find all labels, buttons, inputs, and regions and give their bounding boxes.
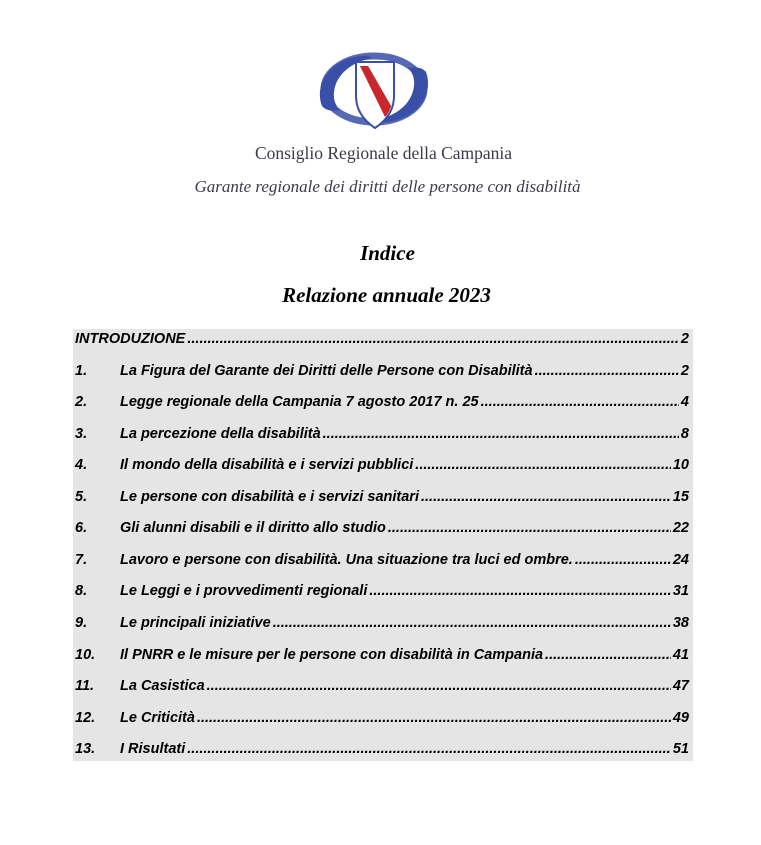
toc-entry-label: Legge regionale della Campania 7 agosto 2017 n. 25 bbox=[120, 394, 479, 410]
toc-entry-page: 10 bbox=[672, 457, 689, 473]
toc-entry[interactable] bbox=[73, 678, 693, 700]
toc-entry[interactable] bbox=[73, 426, 693, 448]
toc-entry-label: La Casistica bbox=[120, 678, 205, 694]
toc-entry-label: La Figura del Garante dei Diritti delle Persone con Disabilità bbox=[120, 363, 533, 379]
toc-entry-page: 24 bbox=[672, 552, 689, 568]
toc-leader-dots bbox=[187, 741, 671, 757]
toc-entry-page: 47 bbox=[672, 678, 689, 694]
toc-entry-page: 41 bbox=[672, 647, 689, 663]
toc-leader-dots bbox=[575, 552, 671, 568]
toc-entry-page: 15 bbox=[672, 489, 689, 505]
toc-entry[interactable] bbox=[73, 615, 693, 637]
toc-leader-dots bbox=[187, 331, 679, 347]
table-of-contents bbox=[73, 329, 693, 761]
toc-leader-dots bbox=[545, 647, 671, 663]
toc-entry-page: 31 bbox=[672, 583, 689, 599]
toc-entry-page: 4 bbox=[680, 394, 689, 410]
toc-entry-number: 7. bbox=[75, 552, 88, 568]
toc-entry-number: 5. bbox=[75, 489, 88, 505]
toc-leader-dots bbox=[415, 457, 671, 473]
toc-entry[interactable] bbox=[73, 457, 693, 479]
index-title: Indice bbox=[360, 241, 415, 265]
toc-entry-number: 2. bbox=[75, 394, 88, 410]
toc-entry-label: Il mondo della disabilità e i servizi pubblici bbox=[120, 457, 414, 473]
toc-entry-number: 12. bbox=[75, 710, 96, 726]
toc-entry[interactable] bbox=[73, 520, 693, 542]
toc-entry[interactable] bbox=[73, 394, 693, 416]
institution-subtitle: Garante regionale dei diritti delle persone con disabilità bbox=[194, 177, 581, 196]
toc-entry-label: INTRODUZIONE bbox=[75, 331, 186, 347]
toc-entry-label: Le Leggi e i provvedimenti regionali bbox=[120, 583, 368, 599]
toc-entry-page: 8 bbox=[680, 426, 689, 442]
toc-entry[interactable] bbox=[73, 363, 693, 385]
toc-entry-page: 49 bbox=[672, 710, 689, 726]
toc-entry[interactable] bbox=[73, 710, 693, 732]
toc-entry-label: I Risultati bbox=[120, 741, 186, 757]
toc-leader-dots bbox=[535, 363, 679, 379]
toc-entry-page: 2 bbox=[680, 363, 689, 379]
toc-entry-number: 10. bbox=[75, 647, 96, 663]
toc-entry-number: 9. bbox=[75, 615, 88, 631]
toc-entry-number: 3. bbox=[75, 426, 88, 442]
toc-entry-number: 13. bbox=[75, 741, 96, 757]
toc-entry[interactable] bbox=[73, 489, 693, 511]
toc-entry-page: 22 bbox=[672, 520, 689, 536]
report-title: Relazione annuale 2023 bbox=[282, 283, 491, 307]
campania-region-logo-icon bbox=[312, 44, 436, 134]
toc-entry-label: Gli alunni disabili e il diritto allo studio bbox=[120, 520, 386, 536]
toc-leader-dots bbox=[273, 615, 671, 631]
toc-leader-dots bbox=[207, 678, 671, 694]
toc-leader-dots bbox=[388, 520, 671, 536]
toc-entry[interactable] bbox=[73, 647, 693, 669]
toc-entry-label: Il PNRR e le misure per le persone con disabilità in Campania bbox=[120, 647, 544, 663]
toc-entry-page: 51 bbox=[672, 741, 689, 757]
toc-entry-page: 38 bbox=[672, 615, 689, 631]
toc-leader-dots bbox=[369, 583, 671, 599]
toc-entry-number: 6. bbox=[75, 520, 88, 536]
toc-entry-number: 1. bbox=[75, 363, 88, 379]
toc-entry-label: Le persone con disabilità e i servizi sanitari bbox=[120, 489, 419, 505]
toc-entry-label: Le Criticità bbox=[120, 710, 195, 726]
toc-leader-dots bbox=[323, 426, 679, 442]
toc-entry[interactable] bbox=[73, 741, 693, 763]
toc-entry[interactable] bbox=[73, 583, 693, 605]
toc-entry-label: La percezione della disabilità bbox=[120, 426, 321, 442]
toc-entry-introduction[interactable] bbox=[73, 331, 693, 353]
toc-entry-label: Le principali iniziative bbox=[120, 615, 271, 631]
toc-leader-dots bbox=[421, 489, 671, 505]
toc-entry-page: 2 bbox=[680, 331, 689, 347]
toc-entry-label: Lavoro e persone con disabilità. Una situazione tra luci ed ombre. bbox=[120, 552, 573, 568]
toc-entry-number: 8. bbox=[75, 583, 88, 599]
toc-entry[interactable] bbox=[73, 552, 693, 574]
institution-name: Consiglio Regionale della Campania bbox=[254, 143, 513, 163]
toc-leader-dots bbox=[481, 394, 679, 410]
toc-leader-dots bbox=[197, 710, 671, 726]
toc-entry-number: 11. bbox=[75, 678, 95, 694]
toc-entry-number: 4. bbox=[75, 457, 88, 473]
